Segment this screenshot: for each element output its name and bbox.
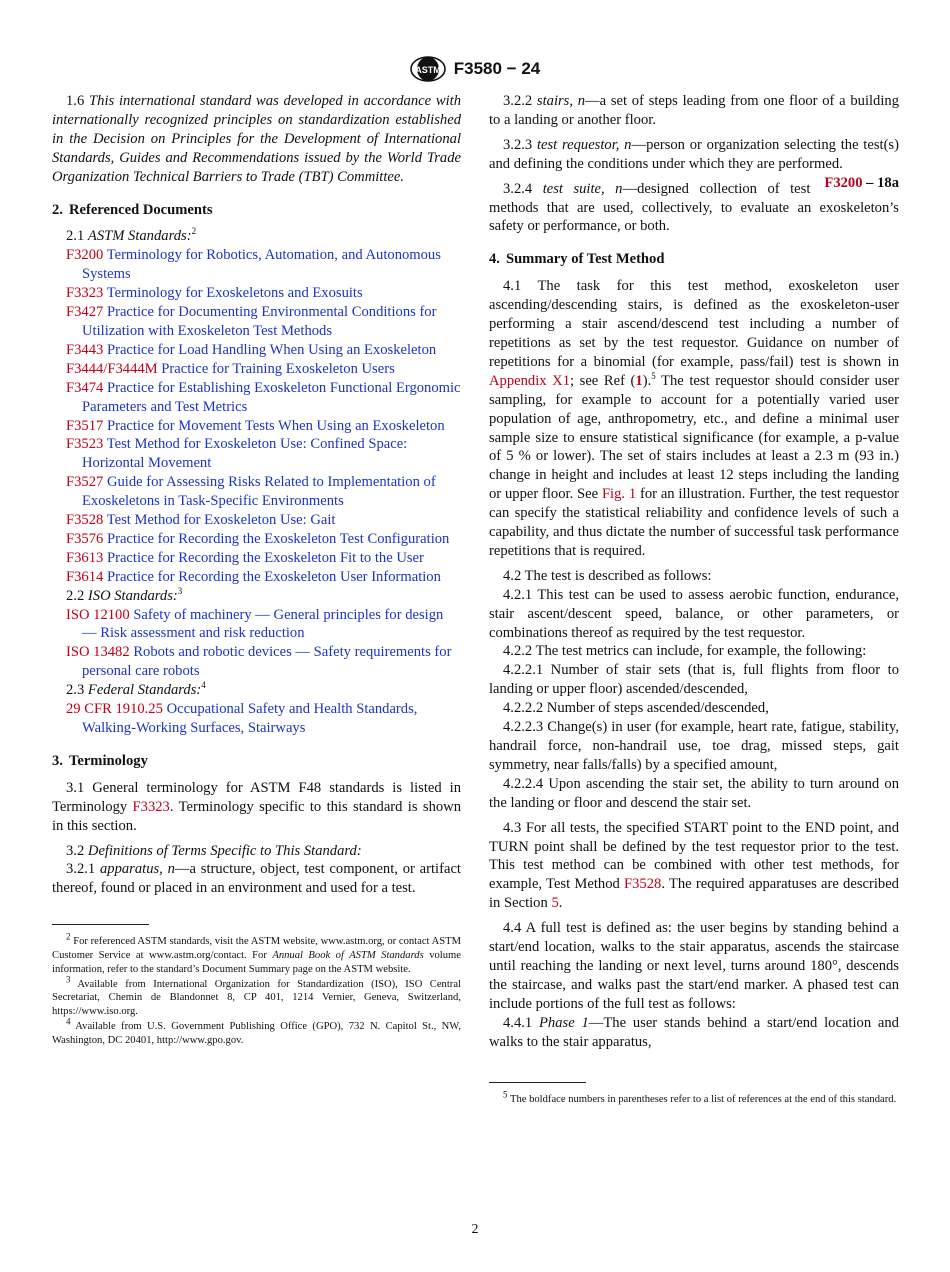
section-4-heading: 4. Summary of Test Method bbox=[489, 251, 665, 268]
right-column bbox=[489, 92, 899, 1107]
paragraph-3-2-4: 3.2.4 test suite, n—designed collection of test methods that are used, collectively, to evaluate an exoskeleton’s safety or performance, or both. bbox=[489, 180, 899, 235]
astm-reference-list bbox=[52, 246, 461, 586]
reference-item[interactable]: ISO 13482 Robots and robotic devices — Safety requirements for personal care robots bbox=[66, 644, 452, 680]
subsection-2-2: 2.2 ISO Standards:$^3$ bbox=[66, 585, 183, 604]
paragraph-4-1: 4.1 The task for this test method, exoskeleton user ascending/descending stairs, is defined as the exoskeleton-user performing a stair ascend/descend test including a number of repetitions as set by the test requestor. Guidance on number of repetitions for a binomial (for example, pass/fail) test is shown in Appendix X1; see Ref (1).$^5$ The test requestor should consider user sampling, for example to account for a potentially varied user population of age, anthropometry, etc., and define a minimal user sample size to ensure statistical significance (for example, a p-value of 5 % or lower). The set of stairs includes at least a 2.3 m (93 in.) change in height and includes at least 12 steps including the landing or upper floor. See Fig. 1 for an illustration. Further, the test requestor can specify the statistical reliability and confidence levels of such a capability, and thus dictate the number of successful task performance repetitions that is required. bbox=[489, 278, 899, 559]
reference-item[interactable]: ISO 12100 Safety of machinery — General principles for design — Risk assessment and risk reduction bbox=[66, 606, 444, 642]
page-number: 2 bbox=[471, 1222, 479, 1237]
svg-text:ASTM: ASTM bbox=[415, 65, 441, 75]
paragraph-4-2-2-1: 4.2.2.1 Number of stair sets (that is, full flights from floor to landing or upper floor) ascended/descended, bbox=[489, 662, 899, 698]
reference-item[interactable]: F3528 Test Method for Exoskeleton Use: Gait bbox=[66, 512, 336, 529]
reference-item[interactable]: F3443 Practice for Load Handling When Using an Exoskeleton bbox=[66, 341, 437, 358]
page-header bbox=[0, 56, 950, 82]
paragraph-3-2: 3.2 Definitions of Terms Specific to This Standard: bbox=[66, 842, 362, 859]
reference-item[interactable]: F3444/F3444M Practice for Training Exoskeleton Users bbox=[66, 360, 395, 377]
paragraph-4-4: 4.4 A full test is defined as: the user begins by standing behind a start/end location, walks to the stair apparatus, ascends the staircase until reaching the landing or next level, turns around 180°, descends the staircase, and walks past the start/end marker. A phased test can include portions of the full test as follows: bbox=[489, 920, 899, 1012]
reference-item[interactable]: F3527 Guide for Assessing Risks Related to Implementation of Exoskeletons in Task-Specific Environments bbox=[66, 474, 436, 510]
link-fig-1[interactable]: Fig. 1 bbox=[601, 486, 637, 503]
reference-item[interactable]: F3200 Terminology for Robotics, Automation, and Autonomous Systems bbox=[66, 247, 441, 283]
section-2-heading: 2. Referenced Documents bbox=[52, 201, 213, 218]
paragraph-4-2-2-4: 4.2.2.4 Upon ascending the stair set, the ability to turn around on the landing or floor and descend the stair set. bbox=[489, 775, 899, 811]
footnote-divider bbox=[489, 1082, 586, 1083]
subsection-2-1: 2.1 ASTM Standards:$^2$ bbox=[66, 226, 197, 245]
paragraph-3-2-3: 3.2.3 test requestor, n—person or organization selecting the test(s) and defining the conditions under which they are performed. F3200 – 18a bbox=[489, 136, 899, 191]
link-section-5[interactable]: 5 bbox=[551, 895, 559, 912]
astm-logo-icon bbox=[410, 56, 446, 82]
reference-item[interactable]: F3523 Test Method for Exoskeleton Use: Confined Space: Horizontal Movement bbox=[66, 436, 408, 472]
paragraph-4-3: 4.3 For all tests, the specified START point to the END point, and TURN point shall be defined by the test requestor prior to the test. This test method can be combined with other test methods, for example, Test Method F3528. The required apparatuses are described in Section 5. bbox=[489, 819, 899, 912]
document-code: F3580 − 24 bbox=[453, 59, 541, 78]
paragraph-1-6: 1.6 This international standard was developed in accordance with internationally recognized principles on standardization established in the Decision on Principles for the Development of International Standards, Guides and Recommendations issued by the World Trade Organization Technical Barriers to Trade (TBT) Committee. bbox=[52, 93, 462, 185]
link-appendix-x1[interactable]: Appendix X1 bbox=[489, 372, 570, 389]
reference-item[interactable]: F3517 Practice for Movement Tests When Using an Exoskeleton bbox=[66, 417, 445, 434]
reference-item[interactable]: 29 CFR 1910.25 Occupational Safety and Health Standards, Walking-Working Surfaces, Stairways bbox=[66, 701, 418, 736]
reference-item[interactable]: F3614 Practice for Recording the Exoskeleton User Information bbox=[66, 568, 441, 585]
footnote-4: $^4$ Available from U.S. Government Publishing Office (GPO), 732 N. Capitol St., NW, Washington, DC 20401, http://www.gpo.gov. bbox=[52, 1016, 461, 1046]
subsection-2-3: 2.3 Federal Standards:$^4$ bbox=[66, 680, 206, 699]
source-f3200[interactable]: F3200 bbox=[824, 174, 863, 191]
federal-reference-list bbox=[52, 700, 461, 738]
paragraph-4-4-1: 4.4.1 Phase 1—The user stands behind a start/end location and walks to the stair apparatus, bbox=[489, 1014, 899, 1050]
paragraph-4-2-1: 4.2.1 This test can be used to assess aerobic function, endurance, stair ascent/descent speed, balance, or other parameters, or combinations thereof as required by the test requestor. bbox=[489, 586, 899, 641]
reference-item[interactable]: F3474 Practice for Establishing Exoskeleton Functional Ergonomic Parameters and Test Metrics bbox=[66, 379, 461, 415]
reference-item[interactable]: F3576 Practice for Recording the Exoskeleton Test Configuration bbox=[66, 530, 450, 547]
paragraph-3-1: 3.1 General terminology for ASTM F48 standards is listed in Terminology F3323. Terminology specific to this standard is shown in this section. bbox=[52, 779, 462, 834]
link-f3528[interactable]: F3528 bbox=[624, 876, 662, 893]
section-3-heading: 3. Terminology bbox=[52, 752, 148, 769]
paragraph-4-2-2-3: 4.2.2.3 Change(s) in user (for example, heart rate, fatigue, stability, handrail force, non-handrail use, toe drag, missed steps, gait symmetry, near falls/falls) by a specified amount, bbox=[489, 719, 899, 773]
paragraph-3-2-1: 3.2.1 apparatus, n—a structure, object, test component, or artifact thereof, found or placed in an environment and used for a test. bbox=[52, 861, 461, 897]
paragraph-4-2-2: 4.2.2 The test metrics can include, for example, the following: bbox=[503, 643, 867, 660]
paragraph-3-2-2: 3.2.2 stairs, n—a set of steps leading from one floor of a building to a landing or another floor. bbox=[489, 93, 899, 128]
footnote-2: $^2$ For referenced ASTM standards, visit the ASTM website, www.astm.org, or contact ASTM Customer Service at www.astm.org/contact. For Annual Book of ASTM Standards volume information, refer to the standard’s Document Summary page on the ASTM website. bbox=[52, 931, 462, 975]
reference-item[interactable]: F3427 Practice for Documenting Environmental Conditions for Utilization with Exoskeleton Test Methods bbox=[66, 304, 437, 339]
footnote-divider bbox=[52, 924, 149, 925]
left-column bbox=[52, 92, 461, 1049]
reference-item[interactable]: F3613 Practice for Recording the Exoskeleton Fit to the User bbox=[66, 549, 424, 566]
footnote-3: $^3$ Available from International Organization for Standardization (ISO), ISO Central Secretariat, Chemin de Blandonnet 8, CP 401, 1214 Vernier, Geneva, Switzerland, https://www.iso.org. bbox=[52, 974, 461, 1018]
paragraph-4-2: 4.2 The test is described as follows: bbox=[503, 567, 712, 584]
iso-reference-list bbox=[52, 606, 461, 682]
footnote-5: $^5$ The boldface numbers in parentheses refer to a list of references at the end of this standard. bbox=[503, 1088, 897, 1105]
reference-item[interactable]: F3323 Terminology for Exoskeletons and Exosuits bbox=[66, 285, 363, 302]
paragraph-4-2-2-2: 4.2.2.2 Number of steps ascended/descended, bbox=[503, 700, 769, 717]
link-f3323[interactable]: F3323 bbox=[132, 798, 170, 815]
reference-1-link[interactable]: 1 bbox=[635, 372, 643, 389]
